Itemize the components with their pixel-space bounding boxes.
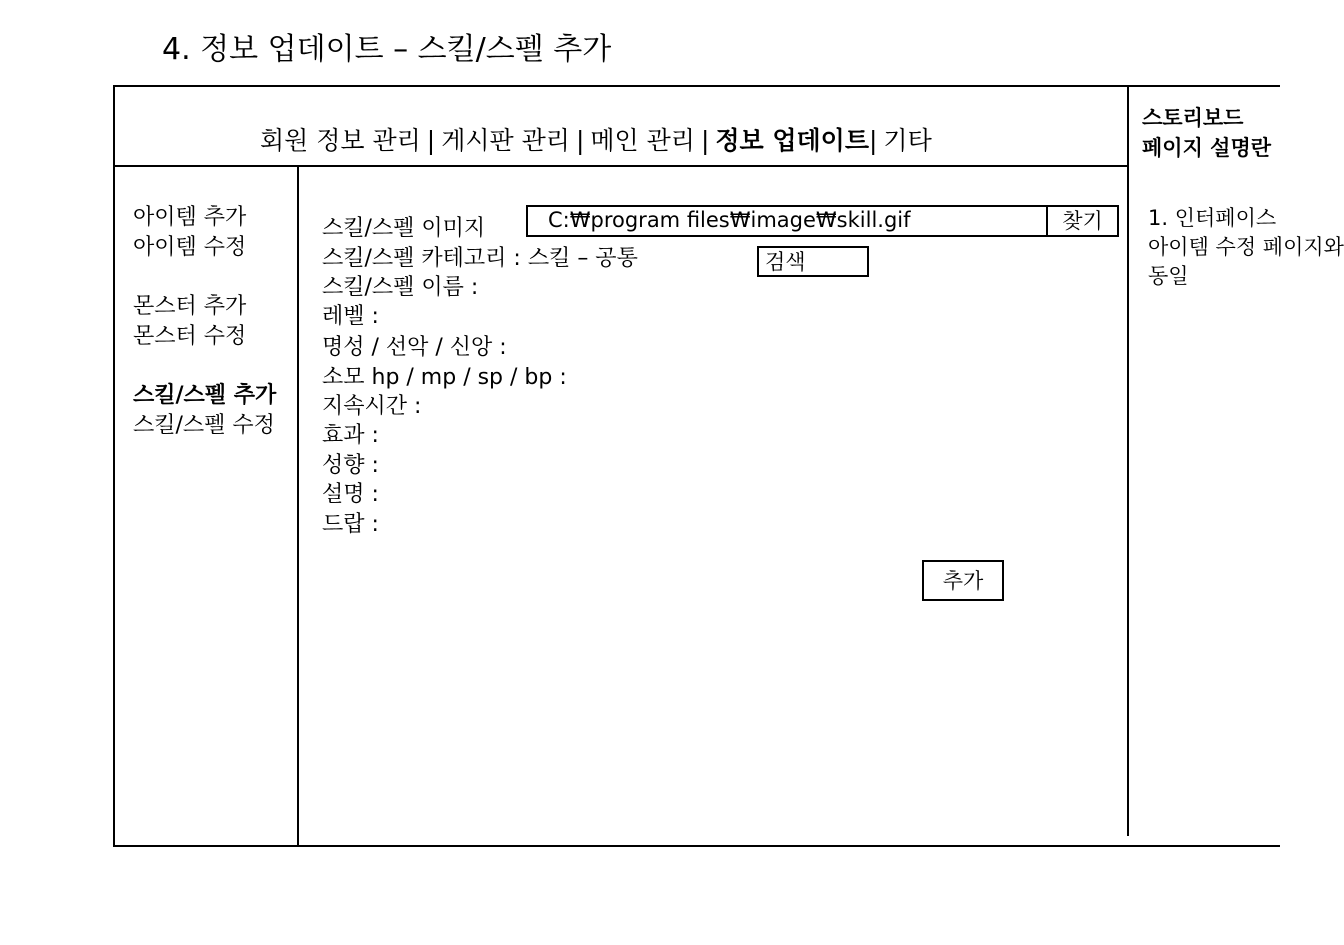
top-nav — [260, 124, 932, 158]
find-button[interactable]: 찾기 — [1046, 205, 1119, 237]
sidebar-item-edit-monster[interactable]: 몬스터 수정 — [133, 324, 247, 349]
nav-separator: | — [700, 126, 710, 155]
nav-item-etc[interactable]: 기타 — [883, 126, 932, 155]
image-label: 스킬/스펠 이미지 — [322, 216, 486, 241]
field-effect: 효과 : — [322, 423, 379, 448]
field-level: 레벨 : — [322, 304, 379, 329]
nav-separator: | — [868, 126, 878, 155]
sidebar-item-edit-skill[interactable]: 스킬/스펠 수정 — [133, 413, 275, 438]
field-duration: 지속시간 : — [322, 394, 422, 419]
nav-item-info-update[interactable]: 정보 업데이트 — [715, 126, 869, 155]
sidebar-item-edit-item[interactable]: 아이템 수정 — [133, 235, 247, 260]
sidebar-item-add-item[interactable]: 아이템 추가 — [133, 205, 247, 230]
description-line: 아이템 수정 페이지와 — [1148, 235, 1344, 259]
sidebar-divider — [297, 165, 299, 847]
search-button[interactable]: 검색 — [757, 246, 869, 277]
add-button[interactable]: 추가 — [922, 560, 1004, 601]
field-fame: 명성 / 선악 / 신앙 : — [322, 335, 507, 360]
sidebar-item-add-skill[interactable]: 스킬/스펠 추가 — [133, 383, 277, 408]
sidebar-item-add-monster[interactable]: 몬스터 추가 — [133, 294, 247, 319]
description-title-line1: 스토리보드 — [1142, 106, 1244, 130]
field-tendency: 성향 : — [322, 453, 379, 478]
page-title: 4. 정보 업데이트 – 스킬/스펠 추가 — [162, 32, 612, 67]
frame-top-border — [113, 85, 1280, 87]
image-path-input[interactable]: C:₩program files₩image₩skill.gif — [526, 205, 1048, 237]
description-divider — [1127, 85, 1129, 836]
frame-bottom-border — [113, 845, 1280, 847]
nav-item-main[interactable]: 메인 관리 — [590, 126, 695, 155]
field-description: 설명 : — [322, 482, 379, 507]
field-name: 스킬/스펠 이름 : — [322, 275, 479, 300]
frame-left-border — [113, 85, 115, 847]
nav-separator: | — [575, 126, 585, 155]
description-line: 동일 — [1148, 264, 1189, 288]
field-drop: 드랍 : — [322, 512, 379, 537]
nav-separator: | — [426, 126, 436, 155]
category-label: 스킬/스펠 카테고리 : 스킬 – 공통 — [322, 246, 638, 271]
description-title-line2: 페이지 설명란 — [1142, 136, 1272, 160]
description-line: 1. 인터페이스 — [1148, 206, 1277, 230]
nav-item-board[interactable]: 게시판 관리 — [441, 126, 570, 155]
field-cost: 소모 hp / mp / sp / bp : — [322, 365, 567, 390]
header-divider — [113, 165, 1129, 167]
nav-item-member[interactable]: 회원 정보 관리 — [260, 126, 421, 155]
